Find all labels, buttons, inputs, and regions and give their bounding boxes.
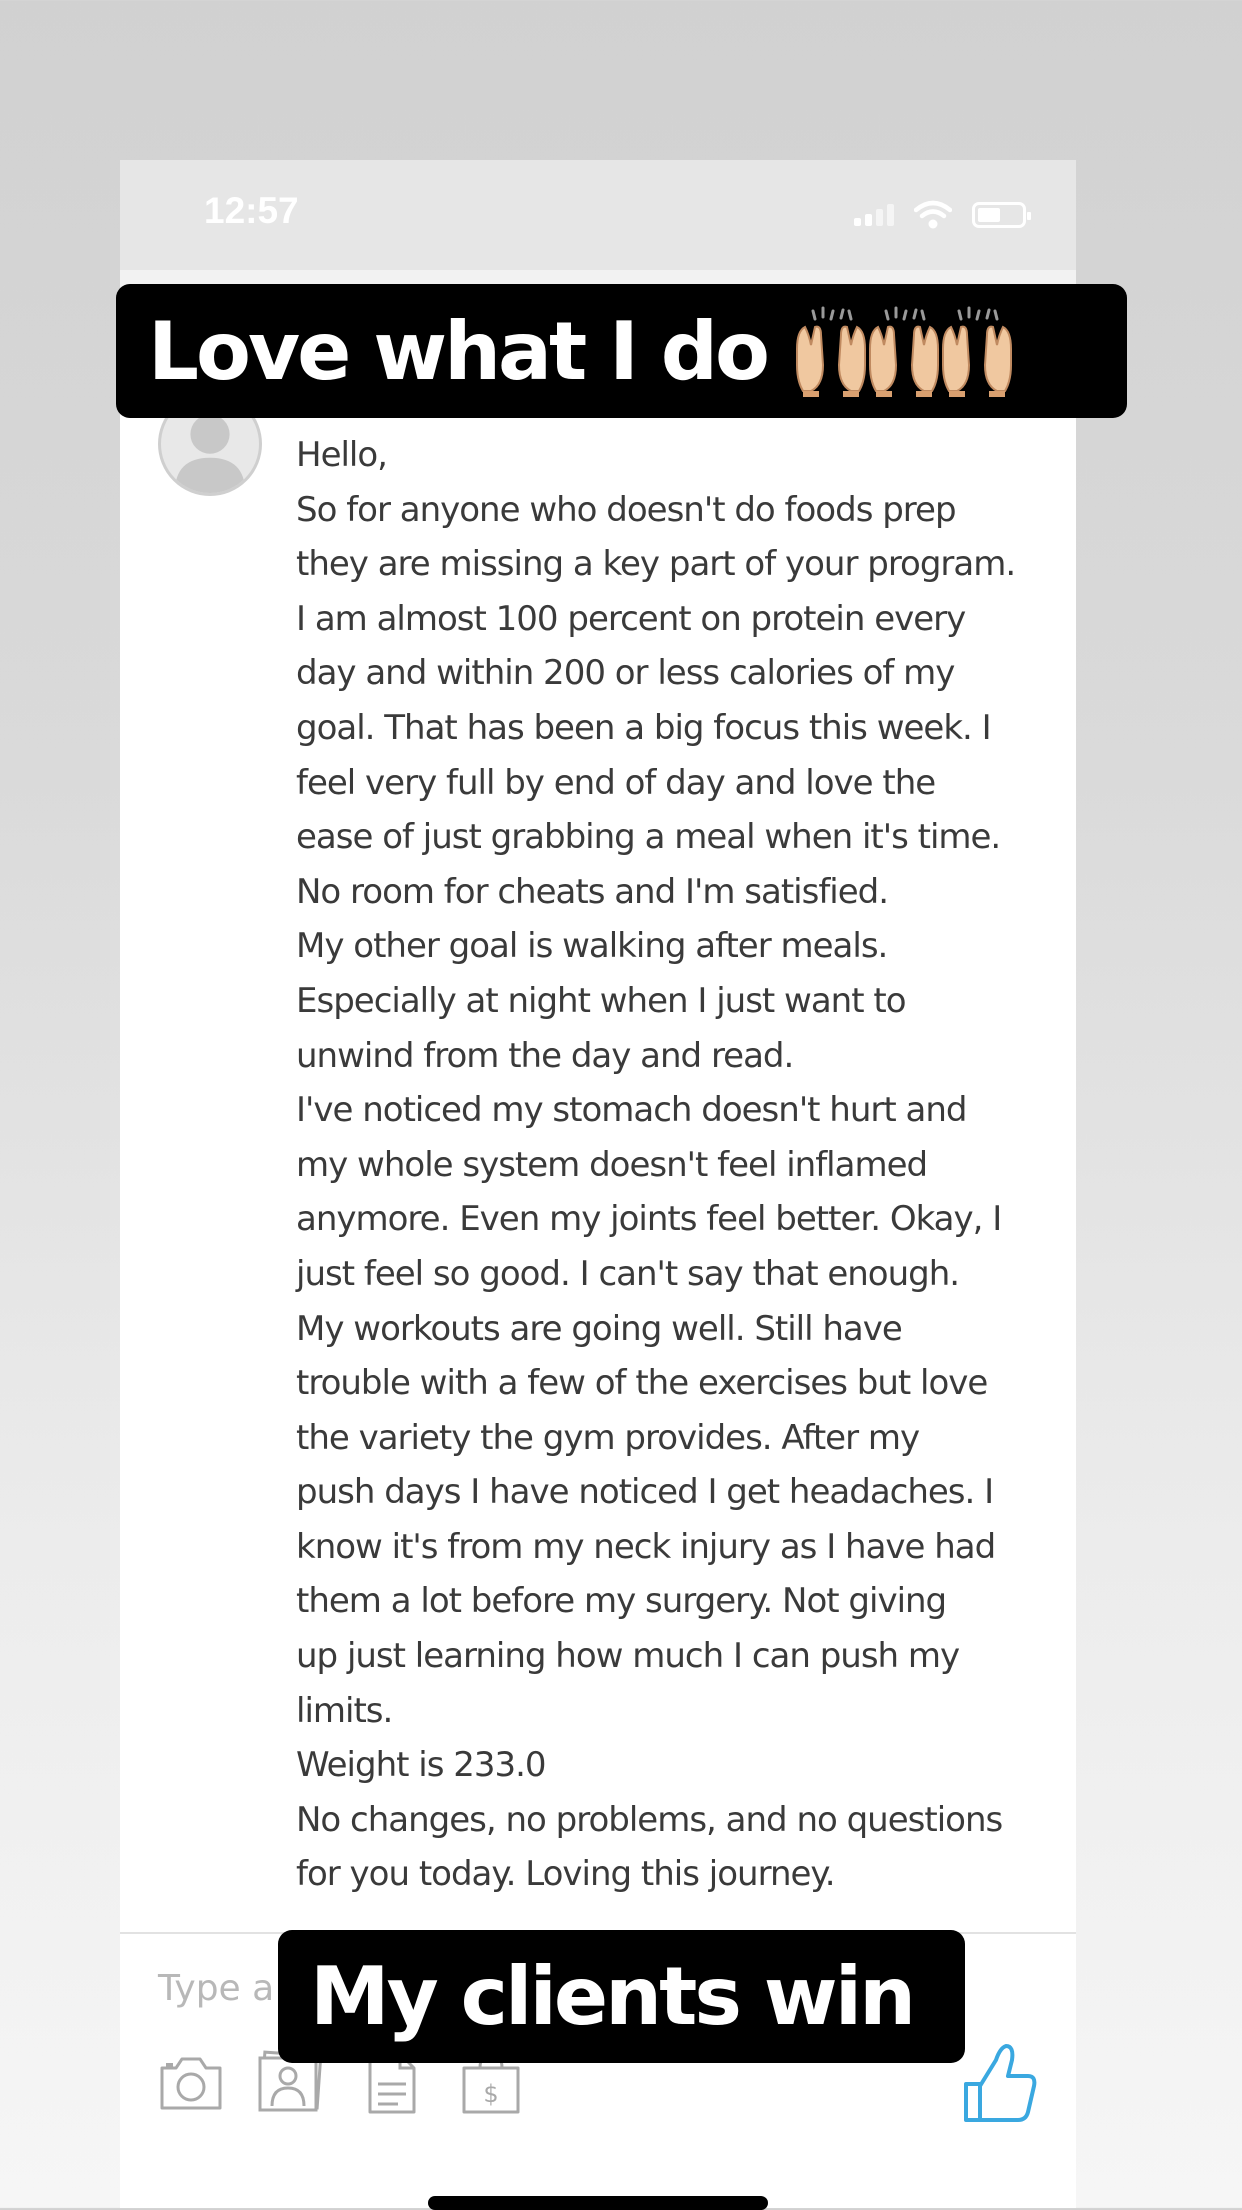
message-line: Hello,	[296, 435, 387, 475]
status-icons	[854, 200, 1026, 230]
battery-icon	[972, 202, 1026, 228]
message-body	[296, 428, 1056, 1902]
message-line: they are missing a key part of your program.	[296, 544, 1016, 585]
message-line: My workouts are going well. Still have	[296, 1308, 902, 1349]
message-line: goal. That has been a big focus this week. I	[296, 707, 991, 748]
message-line: feel very full by end of day and love the	[296, 762, 936, 803]
message-line: the variety the gym provides. After my	[296, 1417, 920, 1458]
chat-screen	[120, 160, 1076, 2208]
message-line: anymore. Even my joints feel better. Okay, I	[296, 1199, 1002, 1240]
message-line: push days I have noticed I get headaches. I	[296, 1472, 994, 1513]
raising-hands-emoji	[793, 305, 1012, 397]
message-line: know it's from my neck injury as I have had	[296, 1526, 996, 1567]
message-line: ease of just grabbing a meal when it's time.	[296, 817, 1001, 858]
message-line: for you today. Loving this journey.	[296, 1854, 835, 1895]
wifi-icon	[914, 200, 952, 230]
message-line: Especially at night when I just want to	[296, 980, 906, 1021]
message-line: I've noticed my stomach doesn't hurt and	[296, 1090, 967, 1131]
raising-hands-icon	[939, 305, 1015, 397]
raising-hands-icon	[866, 305, 942, 397]
message-line: limits.	[296, 1690, 393, 1731]
status-time: 12:57	[204, 190, 299, 231]
signal-icon	[854, 204, 894, 226]
message-line: them a lot before my surgery. Not giving	[296, 1581, 947, 1622]
message-line: up just learning how much I can push my	[296, 1636, 960, 1677]
caption-bottom-text: My clients win	[310, 1950, 914, 2043]
message-line: No room for cheats and I'm satisfied.	[296, 871, 889, 912]
message-line: just feel so good. I can't say that enough.	[296, 1253, 960, 1294]
caption-top-text: Love what I do	[148, 304, 767, 398]
caption-love-what-i-do	[116, 284, 1127, 418]
thumbs-up-icon[interactable]	[960, 2040, 1040, 2126]
message-line: My other goal is walking after meals.	[296, 926, 888, 967]
message-line: So for anyone who doesn't do foods prep	[296, 489, 956, 530]
status-bar	[120, 160, 1076, 270]
message-line: my whole system doesn't feel inflamed	[296, 1144, 928, 1185]
camera-icon[interactable]	[156, 2050, 226, 2116]
message-line: day and within 200 or less calories of my	[296, 653, 955, 694]
message-line: trouble with a few of the exercises but love	[296, 1363, 988, 1404]
message-line: unwind from the day and read.	[296, 1035, 794, 1076]
message-line: Weight is 233.0	[296, 1745, 546, 1786]
svg-text:$: $	[483, 2080, 499, 2108]
caption-my-clients-win	[278, 1930, 965, 2063]
message-line: I am almost 100 percent on protein every	[296, 598, 966, 639]
raising-hands-icon	[793, 305, 869, 397]
message-input[interactable]: Type a	[158, 1968, 275, 2009]
message-line: No changes, no problems, and no questions	[296, 1799, 1003, 1840]
